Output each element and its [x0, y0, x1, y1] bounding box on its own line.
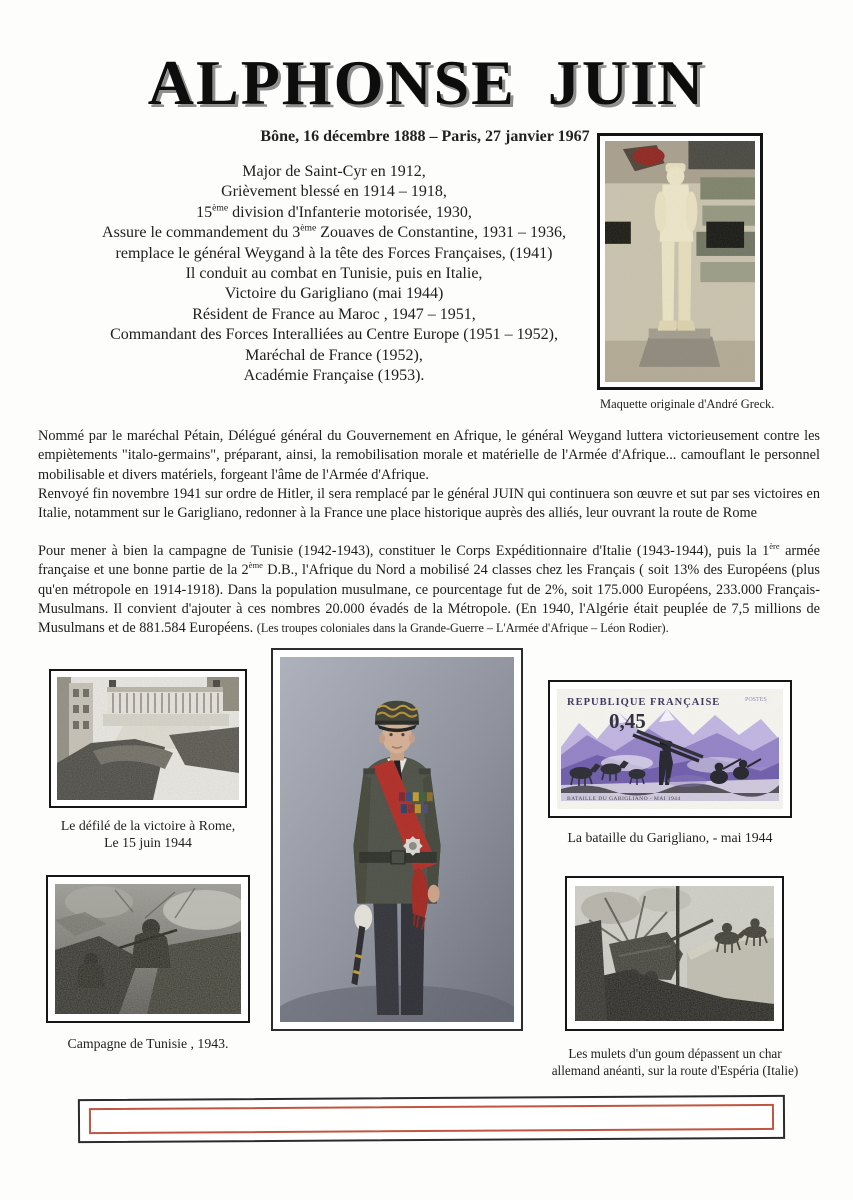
tunisie-photo-frame — [46, 875, 250, 1023]
caption-line: Le défilé de la victoire à Rome, — [60, 818, 236, 833]
subtitle-dates: Bône, 16 décembre 1888 – Paris, 27 janvier 1967 — [260, 128, 590, 145]
text-segment: 15 — [196, 203, 213, 221]
career-line — [28, 244, 640, 264]
career-line — [28, 223, 640, 243]
statue-photo — [605, 141, 755, 382]
rome-parade-photo — [57, 677, 239, 800]
text-segment: D.B., l'Afrique du Nord a mobilisé 24 classes chez les Français ( soit 13% des Européens (plus qu'en métropole en 1914-1918). Dans la population musulmane, ce pourcentage fut de 2%, soit 175.000 Européens, 233.000 Français-Musulmans. Il convient d'ajouter à ces nombres 20.000 évadés de la Métropole. (En 1940, l'Algérie était peuplée de 7,5 millions de Musulmans et de 881.584 Européens. — [38, 562, 820, 637]
text-segment: Renvoyé fin novembre 1941 sur ordre de Hitler, il sera remplacé par le général JUIN qui continuera son œuvre et sut par ses victoires en Italie, notamment sur le Garigliano, redonner à la France une place historique auprès des alliés, leur ouvrant la route de Rome — [38, 485, 820, 522]
caption-line: Les mulets d'un goum dépassent un char — [568, 1046, 782, 1061]
text-segment: Il conduit au combat en Tunisie, puis en Italie, — [185, 265, 483, 283]
garigliano-stamp-caption: La bataille du Garigliano, - mai 1944 — [567, 830, 773, 845]
tunisie-caption: Campagne de Tunisie , 1943. — [67, 1036, 229, 1051]
empty-banner-box-inner-border — [89, 1104, 774, 1134]
text-segment: Nommé par le maréchal Pétain, Délégué général du Gouvernement en Afrique, le général Weygand luttera victorieusement contre les empiètements "italo-germains", préparant, ainsi, la remobilisation morale et matérielle de l'Armée d'Afrique... camouflant le personnel mobilisable et divers matériels, forgeant l'âme de l'Armée d'Afrique. — [38, 428, 820, 483]
text-segment: remplace le général Weygand à la tête des Forces Françaises, (1941) — [115, 244, 553, 262]
rome-parade-caption — [28, 817, 268, 851]
caption-line: Le 15 juin 1944 — [104, 835, 192, 850]
small-note: (Les troupes coloniales dans la Grande-Guerre – L'Armée d'Afrique – Léon Rodier). — [256, 621, 669, 636]
tunisie-photo — [55, 884, 241, 1014]
text-segment: armée française et une bonne partie de la 2 — [38, 543, 820, 579]
text-segment: Pour mener à bien la campagne de Tunisie (1942-1943), constituer le Corps Expéditionnaire d'Italie (1943-1944), puis la 1 — [38, 543, 770, 559]
text-segment: Victoire du Garigliano (mai 1944) — [224, 285, 444, 303]
statue-caption: Maquette originale d'André Greck. — [600, 397, 775, 411]
text-segment: Commandant des Forces Interalliées au Centre Europe (1951 – 1952), — [110, 326, 558, 344]
mulets-photo — [575, 886, 774, 1021]
rome-parade-photo-frame — [49, 669, 247, 808]
career-list — [28, 162, 640, 386]
career-line — [28, 346, 640, 366]
career-line — [28, 182, 640, 202]
mulets-caption — [533, 1046, 817, 1079]
career-line — [28, 366, 640, 386]
stamp-postes-text: POSTES — [745, 697, 767, 703]
page-title: ALPHONSE JUIN — [147, 47, 706, 118]
caption-line: allemand anéanti, sur la route d'Espéria (Italie) — [551, 1062, 799, 1078]
text-segment: Maréchal de France (1952), — [245, 346, 423, 364]
career-line — [28, 284, 640, 304]
text-segment: Académie Française (1953). — [243, 367, 425, 385]
text-segment: Grièvement blessé en 1914 – 1918, — [221, 183, 447, 201]
superscript: ème — [212, 202, 229, 214]
paragraph-mobilisation — [38, 542, 820, 638]
text-segment: division d'Infanterie motorisée, 1930, — [228, 203, 472, 221]
career-line — [28, 305, 640, 325]
garigliano-stamp-frame — [548, 680, 792, 818]
superscript: ère — [769, 541, 780, 552]
text-segment: Assure le commandement du 3 — [102, 224, 301, 242]
stamp-value-text: 0,45 — [609, 709, 646, 733]
empty-banner-box — [78, 1095, 785, 1143]
career-line — [28, 162, 640, 182]
paragraph-weygand — [38, 427, 820, 523]
juin-portrait-photo — [280, 657, 514, 1022]
career-line — [28, 203, 640, 223]
superscript: ème — [248, 560, 263, 571]
career-line — [28, 264, 640, 284]
career-line — [28, 325, 640, 345]
mulets-photo-frame — [565, 876, 784, 1031]
garigliano-stamp — [557, 689, 783, 809]
stamp-country-text: REPUBLIQUE FRANÇAISE — [567, 697, 721, 708]
stamp-legend-text: BATAILLE DU GARIGLIANO - MAI 1944 — [567, 796, 681, 802]
text-segment: Zouaves de Constantine, 1931 – 1936, — [316, 224, 566, 242]
juin-portrait-photo-frame — [271, 648, 523, 1031]
text-segment: Major de Saint-Cyr en 1912, — [242, 163, 426, 180]
statue-photo-frame — [597, 133, 763, 390]
superscript: ème — [300, 222, 317, 234]
text-segment: Résident de France au Maroc , 1947 – 1951, — [192, 305, 476, 323]
